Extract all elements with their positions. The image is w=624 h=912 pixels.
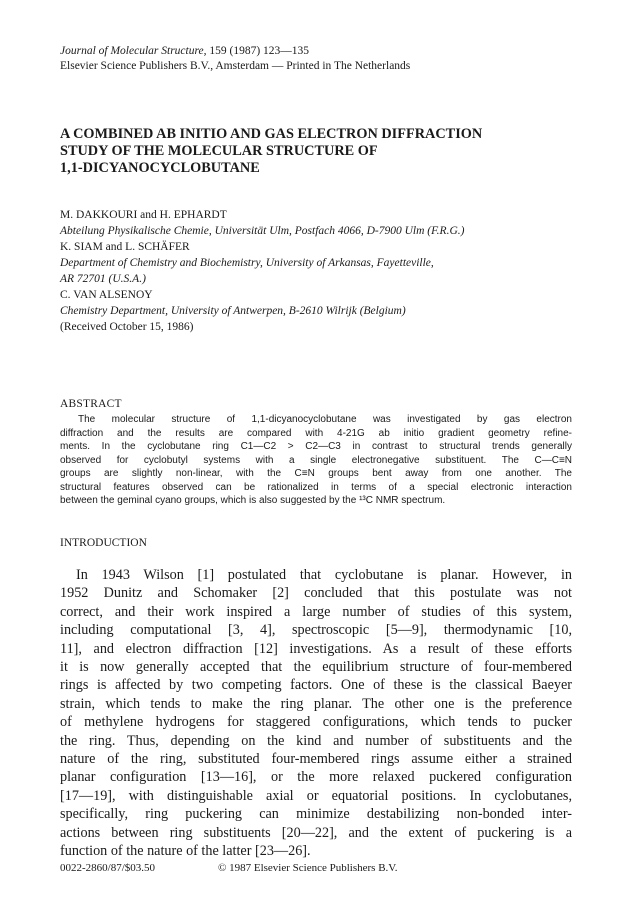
author-block	[60, 207, 600, 335]
abstract-line: structural features observed can be rationalized in terms of a special electronic interaction	[60, 481, 572, 493]
introduction-line: 1952 Dunitz and Schomaker [2] concluded that this postulate was not	[60, 585, 572, 602]
introduction-line: strain, which tends to make the ring planar. The other one is the preference	[60, 695, 572, 712]
introduction-line: correct, and their work inspired a large number of studies of this system,	[60, 603, 572, 620]
introduction-line: In 1943 Wilson [1] postulated that cyclobutane is planar. However, in	[76, 567, 572, 583]
title-line: STUDY OF THE MOLECULAR STRUCTURE OF	[60, 143, 378, 159]
introduction-line: function of the nature of the latter [23—26].	[60, 843, 311, 860]
journal-name: Journal of Molecular Structure,	[60, 45, 207, 57]
introduction-line: [17—19], with distinguishable axial or equatorial positions. In cyclobutanes,	[60, 787, 572, 804]
title-line: 1,1-DICYANOCYCLOBUTANE	[60, 160, 260, 176]
introduction-line: of methylene hydrogens for staggered configurations, which tends to pucker	[60, 714, 572, 731]
author-names: K. SIAM and L. SCHÄFER	[60, 241, 190, 253]
author-names: M. DAKKOURI and H. EPHARDT	[60, 209, 227, 221]
paper-title	[60, 126, 580, 177]
abstract-line: ments. In the cyclobutane ring C1—C2 > C2—C3 in contrast to structural trends generally	[60, 441, 572, 452]
journal-volume-pages: 159 (1987) 123—135	[206, 45, 310, 57]
page-footer	[60, 862, 572, 874]
introduction-line: 11], and electron diffraction [12] investigations. As a result of these efforts	[60, 640, 572, 657]
introduction-line: the ring. Thus, depending on the kind and number of substituents and the	[60, 732, 572, 749]
introduction-line: actions between ring substituents [20—22], and the extent of puckering is a	[60, 824, 572, 841]
title-line: A COMBINED AB INITIO AND GAS ELECTRON DIFFRACTION	[60, 126, 483, 142]
abstract-line: groups are slightly non-linear, with the C≡N groups bent away from one another. The	[60, 468, 572, 479]
publisher-line: Elsevier Science Publishers B.V., Amsterdam — Printed in The Netherlands	[60, 60, 411, 72]
introduction-line: specifically, ring puckering can minimize destabilizing non-bonded inter-	[60, 806, 572, 823]
abstract-heading: ABSTRACT	[60, 398, 122, 410]
abstract-line: observed for cyclobutyl systems with a single electronegative substituent. The C—C≡N	[60, 454, 572, 466]
article-code: 0022-2860/87/$03.50	[60, 862, 156, 874]
author-affiliation: Chemistry Department, University of Antwerpen, B-2610 Wilrijk (Belgium)	[60, 305, 406, 317]
introduction-line: it is now generally accepted that the equilibrium structure of four-membered	[60, 659, 572, 676]
author-names: C. VAN ALSENOY	[60, 289, 153, 301]
introduction-heading: INTRODUCTION	[60, 537, 147, 549]
abstract-body	[60, 413, 572, 508]
abstract-line: diffraction and the results are compared with 4-21G ab initio gradient geometry refine-	[60, 427, 572, 439]
introduction-line: planar configuration [13—16], or the more relaxed puckered configuration	[60, 769, 572, 786]
introduction-body	[60, 566, 572, 861]
abstract-line: The molecular structure of 1,1-dicyanocyclobutane was investigated by gas electron	[78, 414, 572, 425]
received-date: (Received October 15, 1986)	[60, 321, 194, 333]
copyright-notice: © 1987 Elsevier Science Publishers B.V.	[218, 862, 398, 874]
introduction-line: rings is affected by two competing factors. One of these is the classical Baeyer	[60, 677, 572, 694]
introduction-line: including computational [3, 4], spectroscopic [5—9], thermodynamic [10,	[60, 622, 572, 639]
author-affiliation: AR 72701 (U.S.A.)	[60, 273, 146, 285]
author-affiliation: Abteilung Physikalische Chemie, Universität Ulm, Postfach 4066, D-7900 Ulm (F.R.G.)	[60, 225, 465, 237]
author-affiliation: Department of Chemistry and Biochemistry, University of Arkansas, Fayetteville,	[60, 257, 434, 269]
introduction-line: nature of the ring, substituted four-membered rings assume either a strained	[60, 751, 572, 768]
journal-citation-line	[60, 45, 309, 57]
abstract-line: between the geminal cyano groups, which is also suggested by the ¹³C NMR spectrum.	[60, 495, 446, 506]
